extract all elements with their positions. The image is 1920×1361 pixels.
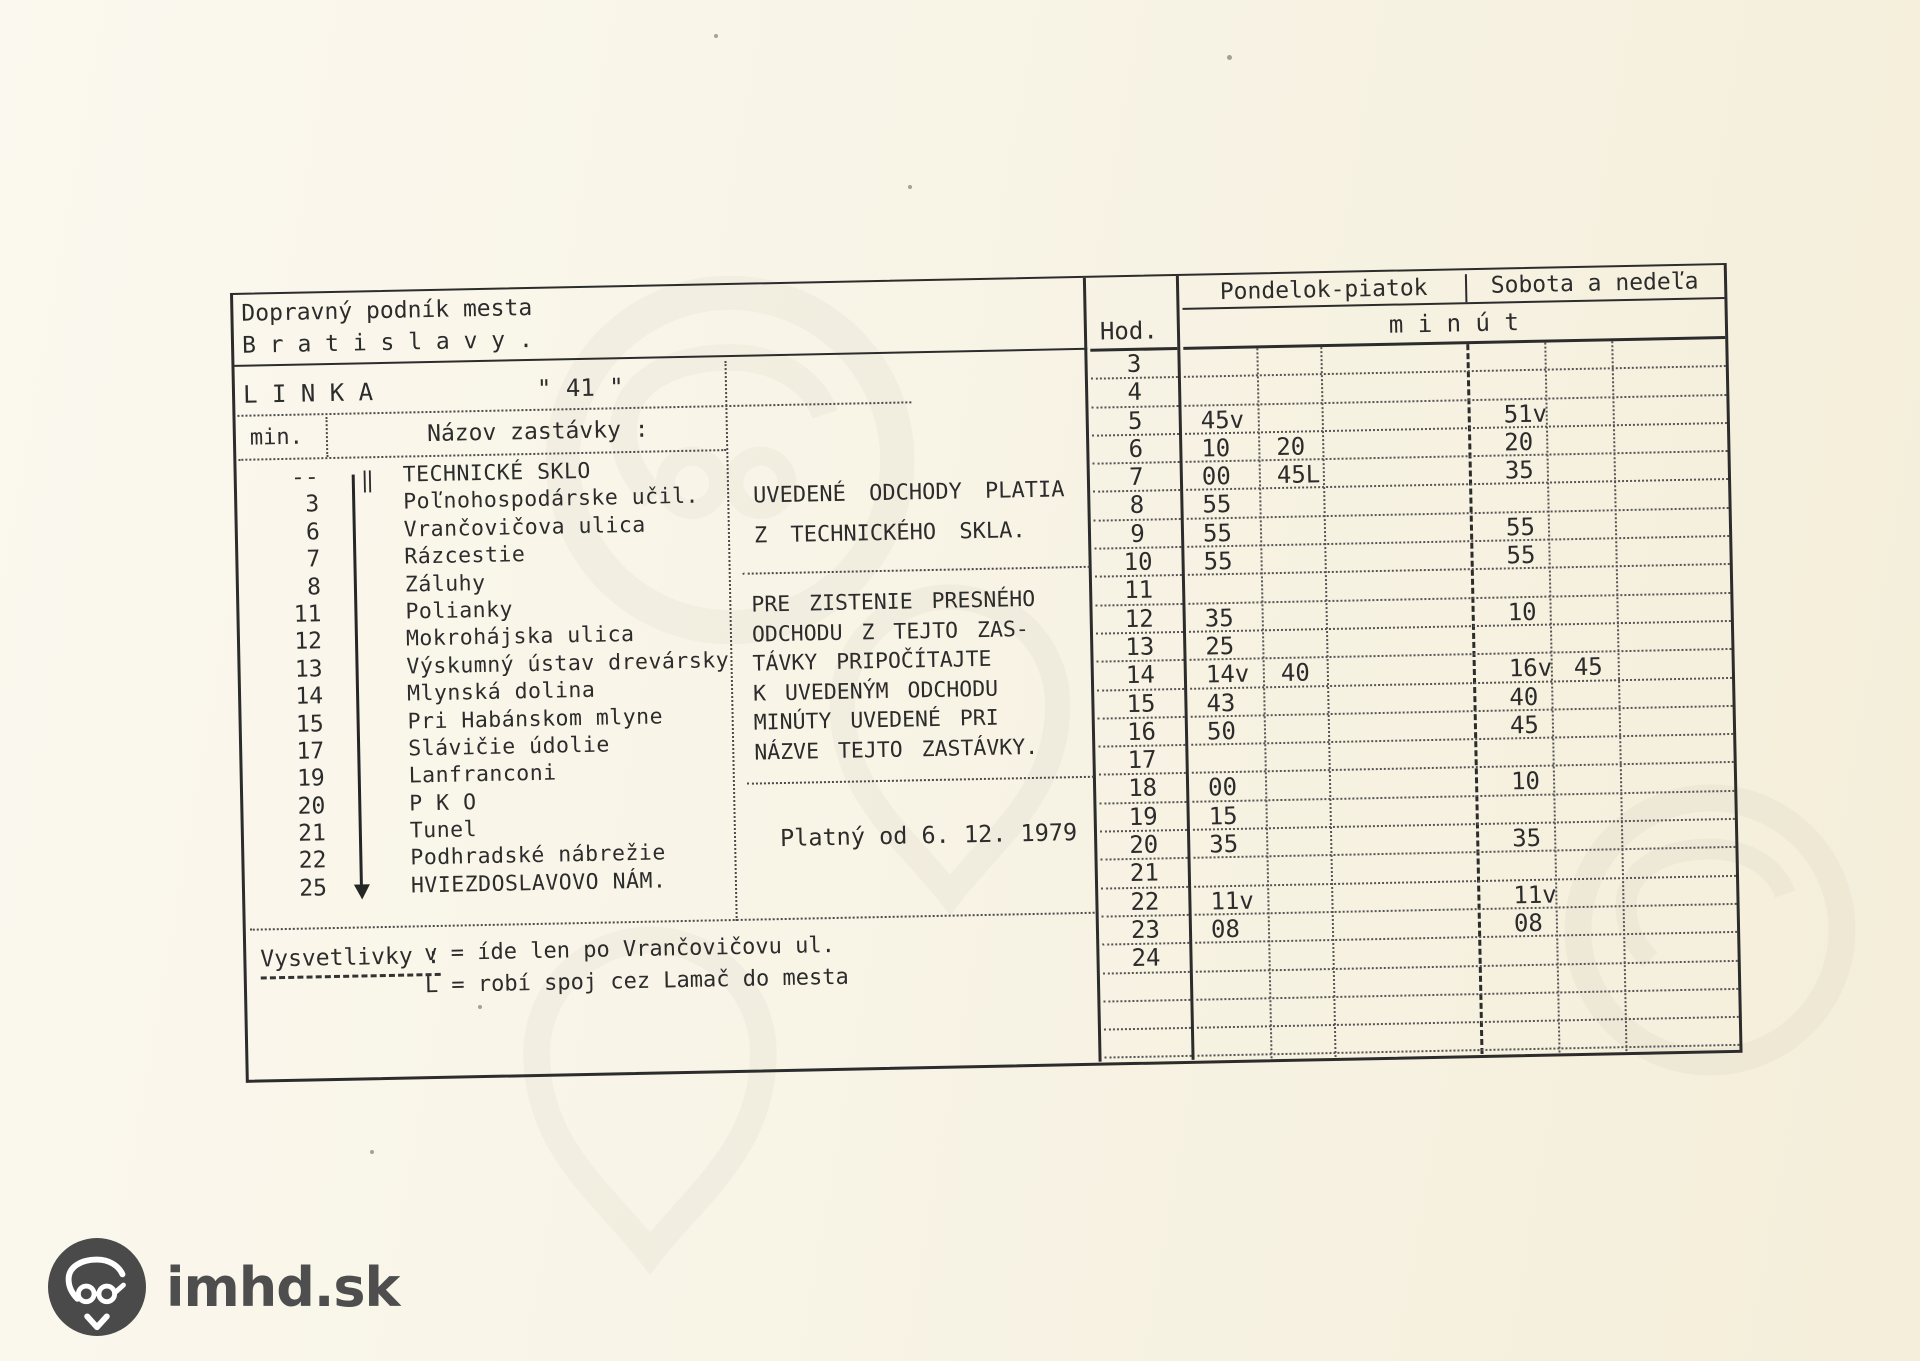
stop-name: Rázcestie bbox=[404, 542, 526, 570]
stop-minutes-offset: 19 bbox=[296, 765, 326, 793]
timetable-scan bbox=[230, 263, 1743, 1083]
departure-note: UVEDENÉ ODCHODY PLATIA Z TECHNICKÉHO SKLA. bbox=[752, 477, 1065, 549]
hour-cell: 12 bbox=[1095, 605, 1183, 635]
weekend-minute: 45 bbox=[1573, 652, 1603, 682]
empty-row bbox=[1103, 972, 1191, 1002]
weekend-minute: 20 bbox=[1503, 427, 1534, 457]
stop-name: Pri Habánskom mlyne bbox=[407, 703, 664, 735]
imhd-logo-text: imhd.sk bbox=[166, 1255, 400, 1319]
stop-name: P K O bbox=[409, 789, 477, 817]
weekday-minute: 25 bbox=[1205, 631, 1235, 661]
hour-cell: 4 bbox=[1091, 378, 1179, 408]
weekend-minute: 51v bbox=[1503, 399, 1548, 429]
dotted-divider bbox=[743, 566, 1090, 575]
hour-cell: 18 bbox=[1099, 774, 1187, 804]
scan-speck bbox=[714, 34, 718, 38]
weekday-minute: 55 bbox=[1202, 518, 1233, 548]
stops-header-divider bbox=[326, 417, 329, 457]
stop-name: Záluhy bbox=[404, 570, 486, 598]
stops-list bbox=[236, 455, 733, 903]
hour-cell: 19 bbox=[1099, 803, 1187, 833]
valid-from-date: Platný od 6. 12. 1979 bbox=[779, 818, 1078, 853]
operator-name-line2: B r a t i s l a v y . bbox=[241, 326, 534, 359]
stop-minutes-offset: 7 bbox=[306, 546, 321, 573]
weekend-minute: 45 bbox=[1509, 710, 1540, 740]
empty-row bbox=[1104, 1029, 1192, 1059]
stop-name: Tunel bbox=[409, 817, 478, 844]
stop-name: Podhradské nábrežie bbox=[410, 840, 667, 871]
stop-minutes-offset: 15 bbox=[295, 710, 324, 738]
hour-cell: 17 bbox=[1098, 746, 1186, 776]
stop-minutes-offset: -- bbox=[290, 464, 319, 491]
stop-name: Mlynská dolina bbox=[406, 677, 596, 707]
hour-cell: 10 bbox=[1094, 548, 1182, 578]
info-panel bbox=[233, 278, 1102, 1079]
weekday-minute: 11v bbox=[1210, 886, 1255, 916]
stop-name: TECHNICKÉ SKLO bbox=[402, 458, 592, 488]
scan-speck bbox=[1227, 55, 1232, 60]
hour-column bbox=[1089, 276, 1195, 1062]
stop-minutes-offset: 22 bbox=[298, 847, 327, 875]
stop-name: Výskumný ústav drevársky bbox=[406, 647, 730, 680]
weekday-minute: 20 bbox=[1276, 432, 1306, 461]
stop-minutes-offset: 8 bbox=[306, 573, 322, 601]
hour-label: Hod. bbox=[1099, 316, 1159, 346]
line-label: L I N K A bbox=[242, 378, 374, 409]
calculation-note: PRE ZISTENIE PRESNÉHO ODCHODU Z TEJTO ZAS- TÁVKY PRIPOČÍTAJTE K UVEDENÝM ODCHODU MINÚTY UVEDENÉ PRI NÁZVE TEJTO ZASTÁVKY. bbox=[751, 586, 1039, 766]
hour-cell: 23 bbox=[1102, 916, 1190, 946]
hour-column-header bbox=[1089, 276, 1177, 352]
weekday-minute: 00 bbox=[1201, 462, 1232, 491]
stop-minutes-offset: 21 bbox=[297, 820, 327, 847]
stop-minutes-offset: 13 bbox=[294, 655, 323, 683]
weekday-minute: 45L bbox=[1276, 460, 1321, 490]
weekend-minute: 11v bbox=[1513, 880, 1557, 910]
stop-minutes-offset: 25 bbox=[299, 875, 328, 902]
imhd-logo bbox=[48, 1238, 399, 1336]
hour-cell: 16 bbox=[1098, 718, 1186, 748]
legend-title: Vysvetlivky : bbox=[260, 943, 441, 980]
stop-name: Slávičie údolie bbox=[407, 732, 611, 762]
stops-header bbox=[237, 407, 726, 461]
stop-minutes-offset: 11 bbox=[293, 601, 322, 628]
weekday-minute: 15 bbox=[1208, 801, 1238, 831]
weekday-minute: 35 bbox=[1204, 603, 1234, 633]
stop-name: Lanfranconi bbox=[408, 760, 557, 789]
stop-minutes-offset: 20 bbox=[297, 792, 326, 820]
minutes-rows bbox=[1183, 339, 1739, 1057]
stop-minutes-offset: 3 bbox=[305, 491, 320, 518]
weekend-minute: 55 bbox=[1505, 512, 1536, 542]
weekday-minute: 45v bbox=[1200, 405, 1245, 435]
hour-cell: 14 bbox=[1097, 661, 1185, 691]
stop-minutes-offset: 6 bbox=[305, 519, 321, 546]
hour-cell: 21 bbox=[1101, 859, 1189, 889]
weekend-minute: 10 bbox=[1510, 767, 1541, 796]
minutes-header: m i n ú t bbox=[1183, 299, 1726, 350]
minutes-grid bbox=[1183, 339, 1739, 1060]
stop-minutes-offset: 14 bbox=[295, 683, 324, 710]
stop-name: Vrančovičova ulica bbox=[403, 512, 646, 543]
operator-header bbox=[233, 278, 1087, 367]
stop-name: Mokrohájska ulica bbox=[405, 622, 635, 652]
weekday-minute: 08 bbox=[1210, 914, 1241, 944]
weekend-minute: 16v bbox=[1508, 653, 1553, 683]
weekend-minute: 55 bbox=[1506, 540, 1536, 570]
minutes-area bbox=[1182, 265, 1740, 1060]
stops-name-column-label: Názov zastávky : bbox=[426, 416, 649, 448]
weekday-minute: 50 bbox=[1206, 716, 1237, 746]
weekend-header: Sobota a nedeľa bbox=[1490, 268, 1699, 299]
hour-cell: 24 bbox=[1102, 944, 1190, 974]
hour-cell: 22 bbox=[1101, 888, 1189, 918]
hour-cells bbox=[1090, 350, 1191, 1059]
hour-cell: 13 bbox=[1096, 633, 1184, 663]
weekday-minute: 40 bbox=[1280, 658, 1311, 688]
hour-cell: 7 bbox=[1093, 463, 1181, 493]
legend-item-l: L = robí spoj cez Lamač do mesta bbox=[424, 964, 849, 999]
hour-cell: 8 bbox=[1093, 491, 1181, 521]
stop-name: HVIEZDOSLAVOVO NÁM. bbox=[410, 868, 667, 899]
weekend-minute: 35 bbox=[1504, 456, 1535, 485]
weekday-header: Pondelok-piatok bbox=[1219, 274, 1428, 306]
line-number-row bbox=[237, 357, 912, 417]
hour-cell: 5 bbox=[1091, 407, 1179, 437]
imhd-logo-icon bbox=[48, 1238, 146, 1336]
scan-speck bbox=[908, 185, 912, 189]
weekday-minute: 35 bbox=[1208, 829, 1239, 859]
dotted-divider bbox=[250, 912, 1095, 931]
route-start-mark: ‖ bbox=[360, 468, 375, 494]
legend-item-v: v = íde len po Vrančovičovu ul. bbox=[424, 932, 836, 967]
stop-minutes-offset: 12 bbox=[294, 628, 323, 656]
weekday-minute: 14v bbox=[1205, 659, 1250, 689]
hour-cell: 9 bbox=[1094, 520, 1182, 550]
hour-cell: 15 bbox=[1097, 689, 1185, 719]
weekend-minute: 40 bbox=[1509, 682, 1539, 711]
stop-minutes-offset: 17 bbox=[296, 738, 325, 765]
hour-cell: 3 bbox=[1090, 350, 1178, 380]
weekday-minute: 00 bbox=[1207, 773, 1238, 802]
weekday-minute: 43 bbox=[1206, 688, 1236, 718]
weekday-minute: 55 bbox=[1203, 547, 1233, 576]
hour-cell: 20 bbox=[1100, 831, 1188, 861]
empty-row bbox=[1103, 1001, 1191, 1031]
weekend-minute: 10 bbox=[1507, 597, 1537, 627]
stop-name: Polianky bbox=[405, 597, 514, 625]
weekend-minute: 08 bbox=[1513, 908, 1544, 938]
weekday-minute: 55 bbox=[1202, 490, 1232, 520]
route-direction-arrow-icon bbox=[354, 884, 370, 899]
dotted-divider bbox=[747, 776, 1094, 785]
scan-speck bbox=[370, 1150, 374, 1154]
weekday-minute: 10 bbox=[1201, 433, 1231, 463]
line-number: " 41 " bbox=[536, 373, 624, 403]
hour-cell: 11 bbox=[1095, 576, 1183, 606]
hour-cell: 6 bbox=[1092, 435, 1180, 465]
stops-min-column-label: min. bbox=[249, 424, 304, 451]
weekend-minute: 35 bbox=[1511, 823, 1542, 853]
stop-name: Poľnohospodárske učil. bbox=[402, 484, 700, 515]
operator-name-line1: Dopravný podník mesta bbox=[241, 294, 533, 327]
